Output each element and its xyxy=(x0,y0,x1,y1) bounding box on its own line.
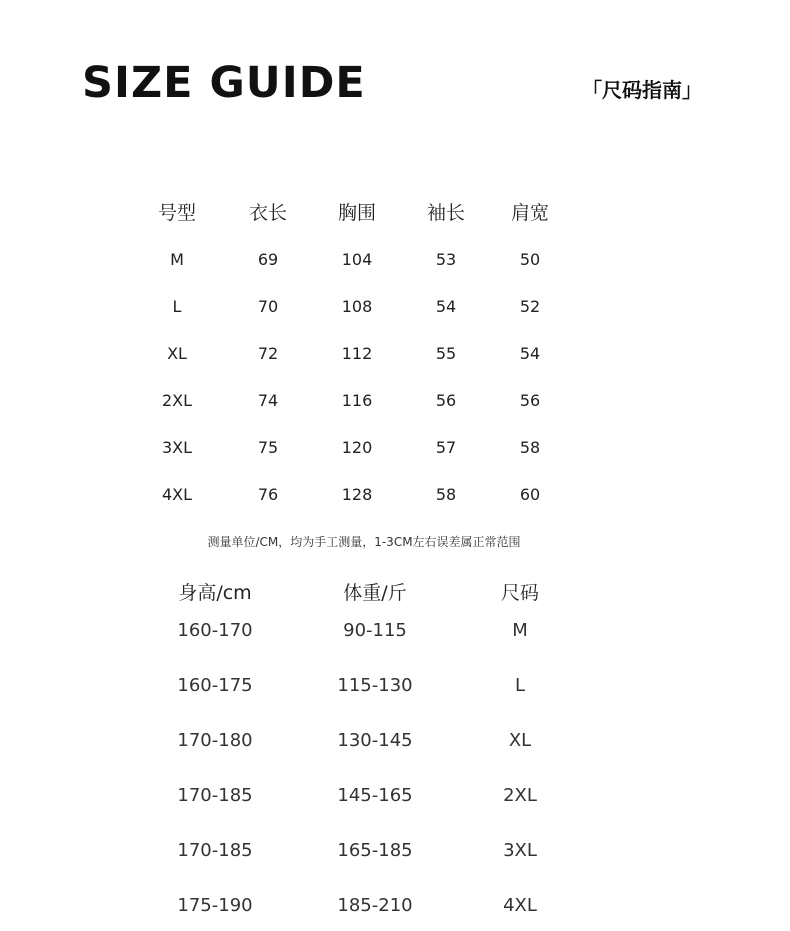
size-table-cell: 75 xyxy=(257,438,279,457)
size-table-row xyxy=(0,438,790,462)
fit-table-cell: 145-165 xyxy=(337,785,413,806)
size-table-cell: M xyxy=(170,250,184,269)
fit-table-cell: 4XL xyxy=(503,895,537,916)
fit-table-header-cell: 身高/cm xyxy=(178,582,252,604)
size-table-header-cell: 肩宽 xyxy=(510,202,550,224)
size-table-row xyxy=(0,485,790,509)
size-table-cell: 57 xyxy=(435,438,457,457)
size-table-cell: 56 xyxy=(435,391,457,410)
size-table-header-cell: 胸围 xyxy=(337,202,377,224)
fit-table-cell: XL xyxy=(508,730,532,751)
fit-table-row xyxy=(0,895,790,919)
size-table-header-cell: 号型 xyxy=(157,202,197,224)
size-table-cell: 69 xyxy=(257,250,279,269)
measurement-note: 测量单位/CM，均为手工测量，1-3CM左右误差属正常范围 xyxy=(207,535,521,549)
size-table-cell: 54 xyxy=(519,344,541,363)
size-table-cell: 74 xyxy=(257,391,279,410)
size-table-cell: 104 xyxy=(341,250,373,269)
size-table-cell: XL xyxy=(167,344,187,363)
size-table-row xyxy=(0,250,790,274)
size-table-cell: 54 xyxy=(435,297,457,316)
size-table-cell: 56 xyxy=(519,391,541,410)
fit-table-cell: M xyxy=(512,620,528,641)
size-table-cell: 128 xyxy=(341,485,373,504)
fit-table-cell: 185-210 xyxy=(337,895,413,916)
size-table-cell: 3XL xyxy=(161,438,193,457)
fit-table-row xyxy=(0,675,790,699)
size-table-cell: 55 xyxy=(435,344,457,363)
size-table-header xyxy=(0,198,790,222)
size-table-cell: 108 xyxy=(341,297,373,316)
fit-table-cell: 170-180 xyxy=(177,730,253,751)
size-table-cell: 116 xyxy=(341,391,373,410)
size-table-cell: 120 xyxy=(341,438,373,457)
fit-table-cell: 3XL xyxy=(503,840,537,861)
fit-table-header-cell: 尺码 xyxy=(500,582,540,604)
fit-table-cell: 170-185 xyxy=(177,840,253,861)
fit-table-cell: 2XL xyxy=(503,785,537,806)
size-table-cell: 72 xyxy=(257,344,279,363)
fit-table-cell: 90-115 xyxy=(343,620,407,641)
size-table-cell: 50 xyxy=(519,250,541,269)
size-table-cell: 70 xyxy=(257,297,279,316)
fit-table-cell: L xyxy=(514,675,526,696)
fit-table-row xyxy=(0,730,790,754)
fit-table-cell: 115-130 xyxy=(337,675,413,696)
size-table-cell: 4XL xyxy=(161,485,193,504)
fit-table-cell: 165-185 xyxy=(337,840,413,861)
fit-table-header xyxy=(0,578,790,602)
size-table-cell: L xyxy=(172,297,182,316)
fit-table-cell: 160-175 xyxy=(177,675,253,696)
fit-table-cell: 160-170 xyxy=(177,620,253,641)
fit-table-row xyxy=(0,785,790,809)
size-table-cell: 52 xyxy=(519,297,541,316)
size-table-cell: 60 xyxy=(519,485,541,504)
fit-table-cell: 170-185 xyxy=(177,785,253,806)
size-table-row xyxy=(0,344,790,368)
size-table-cell: 2XL xyxy=(161,391,193,410)
fit-table-header-cell: 体重/斤 xyxy=(343,582,407,604)
page-title: SIZE GUIDE xyxy=(82,58,366,108)
size-table-row xyxy=(0,391,790,415)
size-table-cell: 58 xyxy=(519,438,541,457)
size-table-cell: 112 xyxy=(341,344,373,363)
size-table-cell: 58 xyxy=(435,485,457,504)
size-table-cell: 76 xyxy=(257,485,279,504)
page-subtitle: 「尺码指南」 xyxy=(582,78,702,102)
fit-table-row xyxy=(0,840,790,864)
fit-table-row xyxy=(0,620,790,644)
size-table-header-cell: 衣长 xyxy=(248,202,288,224)
size-table-header-cell: 袖长 xyxy=(426,202,466,224)
fit-table-cell: 175-190 xyxy=(177,895,253,916)
fit-table-cell: 130-145 xyxy=(337,730,413,751)
size-table-cell: 53 xyxy=(435,250,457,269)
size-table-row xyxy=(0,297,790,321)
